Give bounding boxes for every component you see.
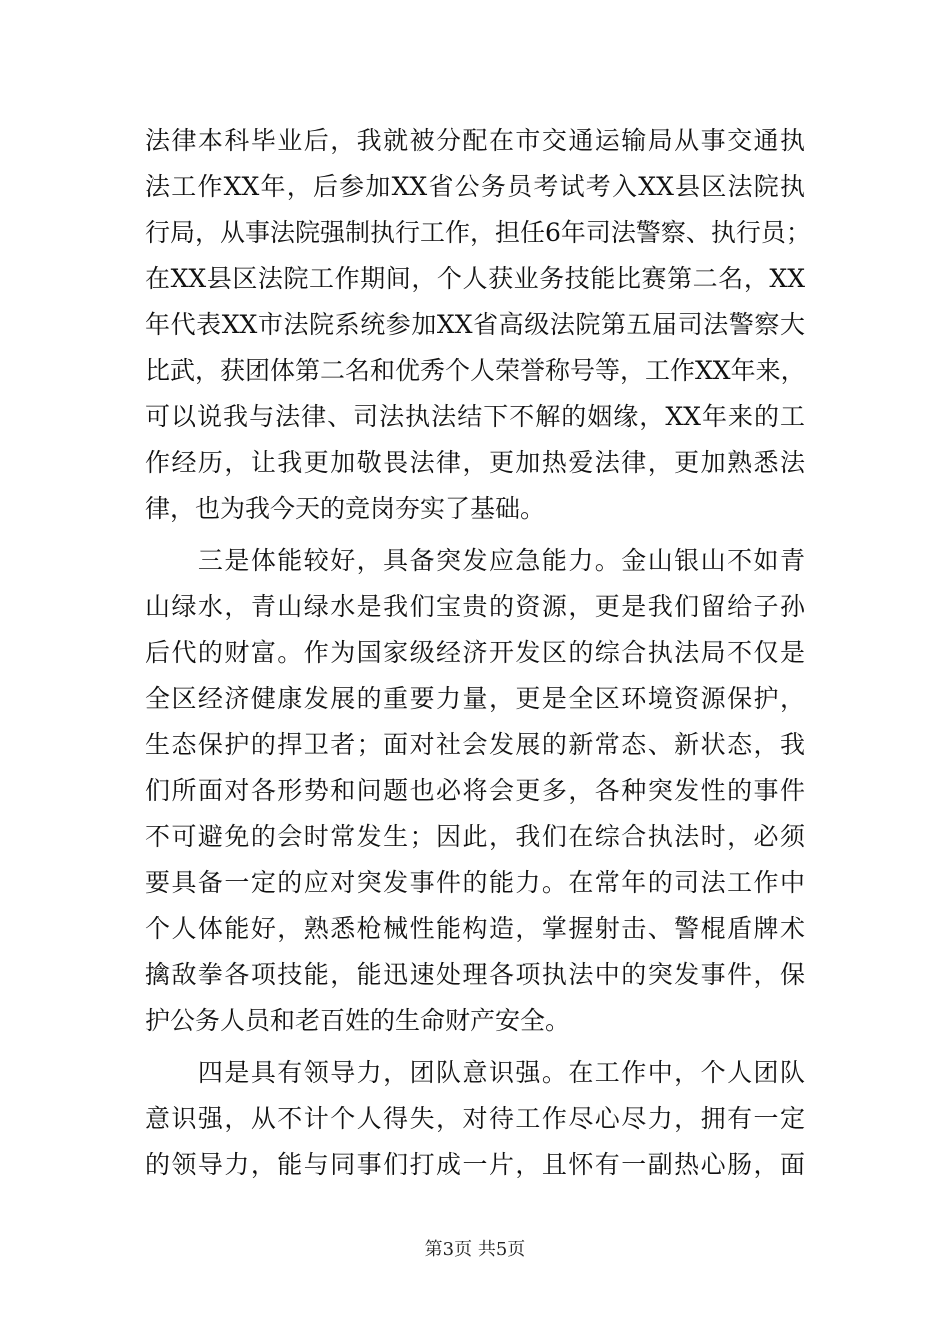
text-line: 三是体能较好，具备突发应急能力。金山银山不如青 bbox=[145, 546, 805, 575]
paragraph-leadership bbox=[145, 1050, 805, 1188]
text-line: 律，也为我今天的竞岗夯实了基础。 bbox=[145, 494, 546, 523]
document-body bbox=[145, 118, 811, 1188]
text-line: 行局，从事法院强制执行工作，担任6年司法警察、执行员； bbox=[145, 218, 811, 247]
text-line: 护公务人员和老百姓的生命财产安全。 bbox=[145, 1006, 571, 1035]
text-line: 要具备一定的应对突发事件的能力。在常年的司法工作中 bbox=[145, 868, 805, 897]
text-line: 在XX县区法院工作期间，个人获业务技能比赛第二名，XX bbox=[145, 264, 805, 293]
text-line: 擒敌拳各项技能，能迅速处理各项执法中的突发事件，保 bbox=[145, 960, 805, 989]
text-line: 作经历，让我更加敬畏法律，更加热爱法律，更加熟悉法 bbox=[145, 448, 805, 477]
text-line: 意识强，从不计个人得失，对待工作尽心尽力，拥有一定 bbox=[145, 1104, 805, 1133]
text-line: 的领导力，能与同事们打成一片，且怀有一副热心肠，面 bbox=[145, 1150, 805, 1179]
text-line: 年代表XX市法院系统参加XX省高级法院第五届司法警察大 bbox=[145, 310, 805, 339]
text-line: 个人体能好，熟悉枪械性能构造，掌握射击、警棍盾牌术 bbox=[145, 914, 805, 943]
text-line: 不可避免的会时常发生；因此，我们在综合执法时，必须 bbox=[145, 822, 805, 851]
paragraph-work-experience bbox=[145, 118, 811, 532]
text-line: 可以说我与法律、司法执法结下不解的姻缘，XX年来的工 bbox=[145, 402, 805, 431]
text-line: 法律本科毕业后，我就被分配在市交通运输局从事交通执 bbox=[145, 126, 805, 155]
text-line: 四是具有领导力，团队意识强。在工作中，个人团队 bbox=[145, 1058, 805, 1087]
text-line: 法工作XX年，后参加XX省公务员考试考入XX县区法院执 bbox=[145, 172, 805, 201]
text-line: 全区经济健康发展的重要力量，更是全区环境资源保护， bbox=[145, 684, 805, 713]
paragraph-physical-ability bbox=[145, 538, 805, 1044]
text-line: 们所面对各形势和问题也必将会更多，各种突发性的事件 bbox=[145, 776, 805, 805]
text-line: 生态保护的捍卫者；面对社会发展的新常态、新状态，我 bbox=[145, 730, 805, 759]
text-line: 山绿水，青山绿水是我们宝贵的资源，更是我们留给子孙 bbox=[145, 592, 805, 621]
page-number-footer: 第3页 共5页 bbox=[424, 1239, 526, 1260]
text-line: 后代的财富。作为国家级经济开发区的综合执法局不仅是 bbox=[145, 638, 805, 667]
text-line: 比武，获团体第二名和优秀个人荣誉称号等，工作XX年来， bbox=[145, 356, 806, 385]
